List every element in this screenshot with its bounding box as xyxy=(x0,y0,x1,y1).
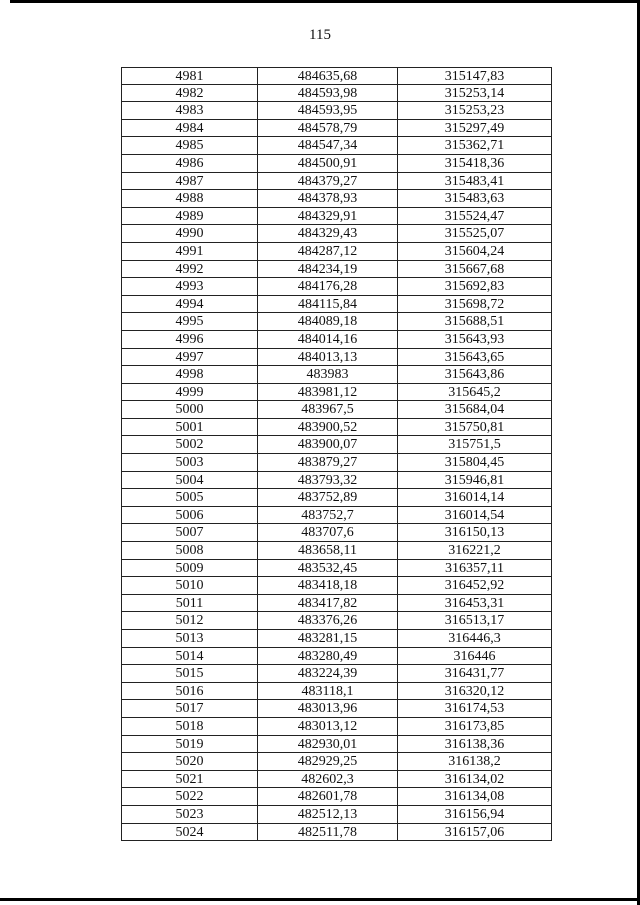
point-number-cell: 5024 xyxy=(121,824,257,841)
x-coordinate-cell: 483879,27 xyxy=(257,454,397,471)
x-coordinate-cell: 484378,93 xyxy=(257,190,397,207)
y-coordinate-cell: 315253,14 xyxy=(397,85,552,102)
y-coordinate-cell: 315643,86 xyxy=(397,366,552,383)
x-coordinate-cell: 482512,13 xyxy=(257,806,397,823)
x-coordinate-cell: 483417,82 xyxy=(257,595,397,612)
x-coordinate-cell: 484547,34 xyxy=(257,137,397,154)
table-row xyxy=(121,331,552,349)
y-coordinate-cell: 316431,77 xyxy=(397,665,552,682)
table-row xyxy=(121,542,552,560)
point-number-cell: 5005 xyxy=(121,489,257,506)
point-number-cell: 4995 xyxy=(121,313,257,330)
y-coordinate-cell: 315750,81 xyxy=(397,419,552,436)
x-coordinate-cell: 483981,12 xyxy=(257,384,397,401)
y-coordinate-cell: 315418,36 xyxy=(397,155,552,172)
x-coordinate-cell: 483013,12 xyxy=(257,718,397,735)
x-coordinate-cell: 484593,98 xyxy=(257,85,397,102)
point-number-cell: 4994 xyxy=(121,296,257,313)
table-row xyxy=(121,595,552,613)
point-number-cell: 5015 xyxy=(121,665,257,682)
y-coordinate-cell: 316156,94 xyxy=(397,806,552,823)
y-coordinate-cell: 316014,14 xyxy=(397,489,552,506)
coordinates-table xyxy=(121,67,552,841)
y-coordinate-cell: 316150,13 xyxy=(397,524,552,541)
table-row xyxy=(121,366,552,384)
table-row xyxy=(121,313,552,331)
table-row xyxy=(121,278,552,296)
point-number-cell: 4981 xyxy=(121,68,257,84)
y-coordinate-cell: 315483,63 xyxy=(397,190,552,207)
y-coordinate-cell: 315698,72 xyxy=(397,296,552,313)
x-coordinate-cell: 482511,78 xyxy=(257,824,397,841)
table-row xyxy=(121,190,552,208)
x-coordinate-cell: 483376,26 xyxy=(257,612,397,629)
point-number-cell: 5020 xyxy=(121,753,257,770)
y-coordinate-cell: 315684,04 xyxy=(397,401,552,418)
table-row xyxy=(121,788,552,806)
table-row xyxy=(121,67,552,85)
y-coordinate-cell: 316138,36 xyxy=(397,736,552,753)
y-coordinate-cell: 315604,24 xyxy=(397,243,552,260)
y-coordinate-cell: 315643,65 xyxy=(397,349,552,366)
page-border-top xyxy=(10,0,640,3)
y-coordinate-cell: 315147,83 xyxy=(397,68,552,84)
x-coordinate-cell: 484329,43 xyxy=(257,225,397,242)
x-coordinate-cell: 483752,89 xyxy=(257,489,397,506)
table-row xyxy=(121,630,552,648)
y-coordinate-cell: 315688,51 xyxy=(397,313,552,330)
x-coordinate-cell: 483013,96 xyxy=(257,700,397,717)
y-coordinate-cell: 315946,81 xyxy=(397,472,552,489)
point-number-cell: 4982 xyxy=(121,85,257,102)
y-coordinate-cell: 316320,12 xyxy=(397,683,552,700)
table-row xyxy=(121,208,552,226)
point-number-cell: 4992 xyxy=(121,261,257,278)
x-coordinate-cell: 482601,78 xyxy=(257,788,397,805)
y-coordinate-cell: 316453,31 xyxy=(397,595,552,612)
point-number-cell: 4985 xyxy=(121,137,257,154)
x-coordinate-cell: 483900,52 xyxy=(257,419,397,436)
table-row xyxy=(121,524,552,542)
point-number-cell: 4986 xyxy=(121,155,257,172)
x-coordinate-cell: 484578,79 xyxy=(257,120,397,137)
point-number-cell: 5003 xyxy=(121,454,257,471)
point-number-cell: 5007 xyxy=(121,524,257,541)
table-row xyxy=(121,384,552,402)
y-coordinate-cell: 315524,47 xyxy=(397,208,552,225)
page-number: 115 xyxy=(309,27,331,43)
x-coordinate-cell: 483280,49 xyxy=(257,648,397,665)
x-coordinate-cell: 483224,39 xyxy=(257,665,397,682)
y-coordinate-cell: 315643,93 xyxy=(397,331,552,348)
y-coordinate-cell: 315297,49 xyxy=(397,120,552,137)
x-coordinate-cell: 484329,91 xyxy=(257,208,397,225)
point-number-cell: 4997 xyxy=(121,349,257,366)
point-number-cell: 4987 xyxy=(121,173,257,190)
table-row xyxy=(121,806,552,824)
page-border-bottom xyxy=(0,898,640,901)
x-coordinate-cell: 484013,13 xyxy=(257,349,397,366)
y-coordinate-cell: 316157,06 xyxy=(397,824,552,841)
point-number-cell: 5010 xyxy=(121,577,257,594)
point-number-cell: 5004 xyxy=(121,472,257,489)
table-row xyxy=(121,85,552,103)
x-coordinate-cell: 482929,25 xyxy=(257,753,397,770)
table-row xyxy=(121,489,552,507)
point-number-cell: 4991 xyxy=(121,243,257,260)
point-number-cell: 5013 xyxy=(121,630,257,647)
x-coordinate-cell: 484635,68 xyxy=(257,68,397,84)
point-number-cell: 5000 xyxy=(121,401,257,418)
x-coordinate-cell: 483418,18 xyxy=(257,577,397,594)
y-coordinate-cell: 315667,68 xyxy=(397,261,552,278)
table-row xyxy=(121,296,552,314)
point-number-cell: 5011 xyxy=(121,595,257,612)
x-coordinate-cell: 484593,95 xyxy=(257,102,397,119)
y-coordinate-cell: 315483,41 xyxy=(397,173,552,190)
point-number-cell: 4983 xyxy=(121,102,257,119)
y-coordinate-cell: 316173,85 xyxy=(397,718,552,735)
table-row xyxy=(121,612,552,630)
x-coordinate-cell: 483983 xyxy=(257,366,397,383)
x-coordinate-cell: 484014,16 xyxy=(257,331,397,348)
table-row xyxy=(121,736,552,754)
x-coordinate-cell: 482930,01 xyxy=(257,736,397,753)
x-coordinate-cell: 483281,15 xyxy=(257,630,397,647)
point-number-cell: 5023 xyxy=(121,806,257,823)
table-row xyxy=(121,560,552,578)
x-coordinate-cell: 483967,5 xyxy=(257,401,397,418)
table-row xyxy=(121,243,552,261)
table-row xyxy=(121,349,552,367)
table-row xyxy=(121,120,552,138)
x-coordinate-cell: 483900,07 xyxy=(257,436,397,453)
point-number-cell: 5019 xyxy=(121,736,257,753)
y-coordinate-cell: 316134,08 xyxy=(397,788,552,805)
table-row xyxy=(121,436,552,454)
y-coordinate-cell: 315525,07 xyxy=(397,225,552,242)
point-number-cell: 5022 xyxy=(121,788,257,805)
point-number-cell: 5017 xyxy=(121,700,257,717)
y-coordinate-cell: 315692,83 xyxy=(397,278,552,295)
point-number-cell: 5002 xyxy=(121,436,257,453)
x-coordinate-cell: 483707,6 xyxy=(257,524,397,541)
point-number-cell: 4996 xyxy=(121,331,257,348)
table-row xyxy=(121,507,552,525)
table-row xyxy=(121,683,552,701)
point-number-cell: 5006 xyxy=(121,507,257,524)
y-coordinate-cell: 316134,02 xyxy=(397,771,552,788)
x-coordinate-cell: 484089,18 xyxy=(257,313,397,330)
y-coordinate-cell: 315751,5 xyxy=(397,436,552,453)
table-row xyxy=(121,718,552,736)
x-coordinate-cell: 483658,11 xyxy=(257,542,397,559)
table-row xyxy=(121,225,552,243)
point-number-cell: 5016 xyxy=(121,683,257,700)
table-row xyxy=(121,824,552,842)
x-coordinate-cell: 484379,27 xyxy=(257,173,397,190)
y-coordinate-cell: 315362,71 xyxy=(397,137,552,154)
table-row xyxy=(121,155,552,173)
y-coordinate-cell: 316221,2 xyxy=(397,542,552,559)
x-coordinate-cell: 484176,28 xyxy=(257,278,397,295)
table-row xyxy=(121,472,552,490)
point-number-cell: 4999 xyxy=(121,384,257,401)
point-number-cell: 5014 xyxy=(121,648,257,665)
point-number-cell: 4990 xyxy=(121,225,257,242)
y-coordinate-cell: 316014,54 xyxy=(397,507,552,524)
table-row xyxy=(121,261,552,279)
y-coordinate-cell: 316174,53 xyxy=(397,700,552,717)
table-row xyxy=(121,577,552,595)
point-number-cell: 5021 xyxy=(121,771,257,788)
point-number-cell: 5001 xyxy=(121,419,257,436)
x-coordinate-cell: 484234,19 xyxy=(257,261,397,278)
table-row xyxy=(121,771,552,789)
table-row xyxy=(121,454,552,472)
x-coordinate-cell: 483752,7 xyxy=(257,507,397,524)
y-coordinate-cell: 316452,92 xyxy=(397,577,552,594)
point-number-cell: 4984 xyxy=(121,120,257,137)
y-coordinate-cell: 316446 xyxy=(397,648,552,665)
table-row xyxy=(121,665,552,683)
table-row xyxy=(121,419,552,437)
y-coordinate-cell: 315804,45 xyxy=(397,454,552,471)
y-coordinate-cell: 315645,2 xyxy=(397,384,552,401)
point-number-cell: 4989 xyxy=(121,208,257,225)
point-number-cell: 5018 xyxy=(121,718,257,735)
x-coordinate-cell: 483118,1 xyxy=(257,683,397,700)
x-coordinate-cell: 483793,32 xyxy=(257,472,397,489)
y-coordinate-cell: 316446,3 xyxy=(397,630,552,647)
y-coordinate-cell: 316357,11 xyxy=(397,560,552,577)
y-coordinate-cell: 315253,23 xyxy=(397,102,552,119)
table-row xyxy=(121,173,552,191)
y-coordinate-cell: 316138,2 xyxy=(397,753,552,770)
point-number-cell: 5009 xyxy=(121,560,257,577)
x-coordinate-cell: 483532,45 xyxy=(257,560,397,577)
table-row xyxy=(121,137,552,155)
x-coordinate-cell: 484287,12 xyxy=(257,243,397,260)
point-number-cell: 5008 xyxy=(121,542,257,559)
table-row xyxy=(121,648,552,666)
table-row xyxy=(121,401,552,419)
point-number-cell: 4998 xyxy=(121,366,257,383)
x-coordinate-cell: 484500,91 xyxy=(257,155,397,172)
table-row xyxy=(121,700,552,718)
x-coordinate-cell: 484115,84 xyxy=(257,296,397,313)
x-coordinate-cell: 482602,3 xyxy=(257,771,397,788)
point-number-cell: 4993 xyxy=(121,278,257,295)
table-row xyxy=(121,102,552,120)
point-number-cell: 4988 xyxy=(121,190,257,207)
point-number-cell: 5012 xyxy=(121,612,257,629)
table-row xyxy=(121,753,552,771)
y-coordinate-cell: 316513,17 xyxy=(397,612,552,629)
